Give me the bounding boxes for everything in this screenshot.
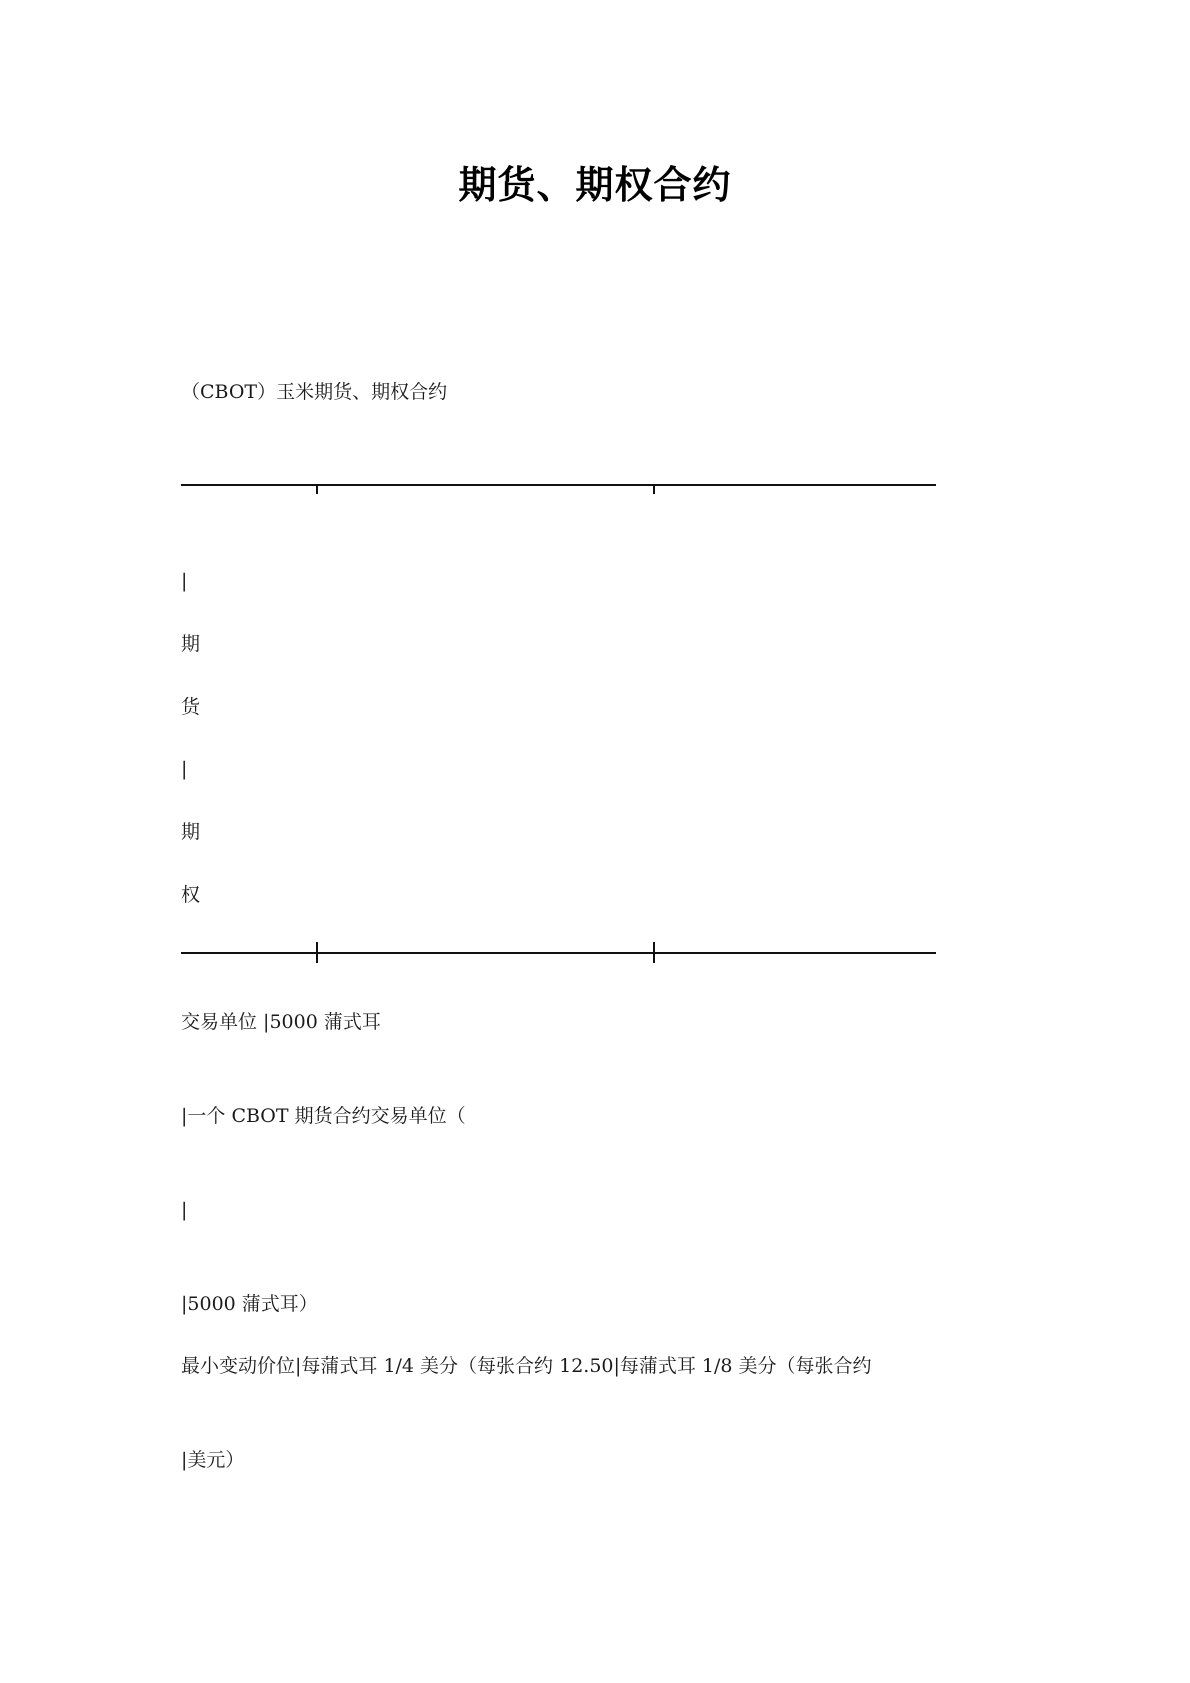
header-bar-2: | bbox=[181, 758, 188, 780]
header-bar: | bbox=[181, 570, 188, 592]
row-min-tick-cont: |美元） bbox=[181, 1449, 245, 1471]
row-trading-unit: 交易单位 |5000 蒲式耳 bbox=[181, 1011, 381, 1033]
table-top-tick-2 bbox=[653, 485, 655, 494]
header-options-char-2: 权 bbox=[181, 884, 201, 906]
table-middle-tick-2 bbox=[653, 942, 655, 963]
row-min-tick: 最小变动价位|每蒲式耳 1/4 美分（每张合约 12.50|每蒲式耳 1/8 美分（每张合约 bbox=[181, 1355, 872, 1377]
row-trading-unit-options: |一个 CBOT 期货合约交易单位（ bbox=[181, 1105, 466, 1127]
table-top-tick-1 bbox=[316, 485, 318, 494]
row-separator: | bbox=[181, 1199, 188, 1221]
row-trading-unit-options-cont: |5000 蒲式耳） bbox=[181, 1293, 318, 1315]
page-title: 期货、期权合约 bbox=[458, 163, 732, 207]
document-subtitle: （CBOT）玉米期货、期权合约 bbox=[181, 381, 448, 403]
table-middle-tick-1 bbox=[316, 942, 318, 963]
header-futures-char-1: 期 bbox=[181, 633, 201, 655]
header-futures-char-2: 货 bbox=[181, 696, 201, 718]
table-top-rule bbox=[181, 484, 936, 486]
table-middle-rule bbox=[181, 952, 936, 954]
header-options-char-1: 期 bbox=[181, 821, 201, 843]
